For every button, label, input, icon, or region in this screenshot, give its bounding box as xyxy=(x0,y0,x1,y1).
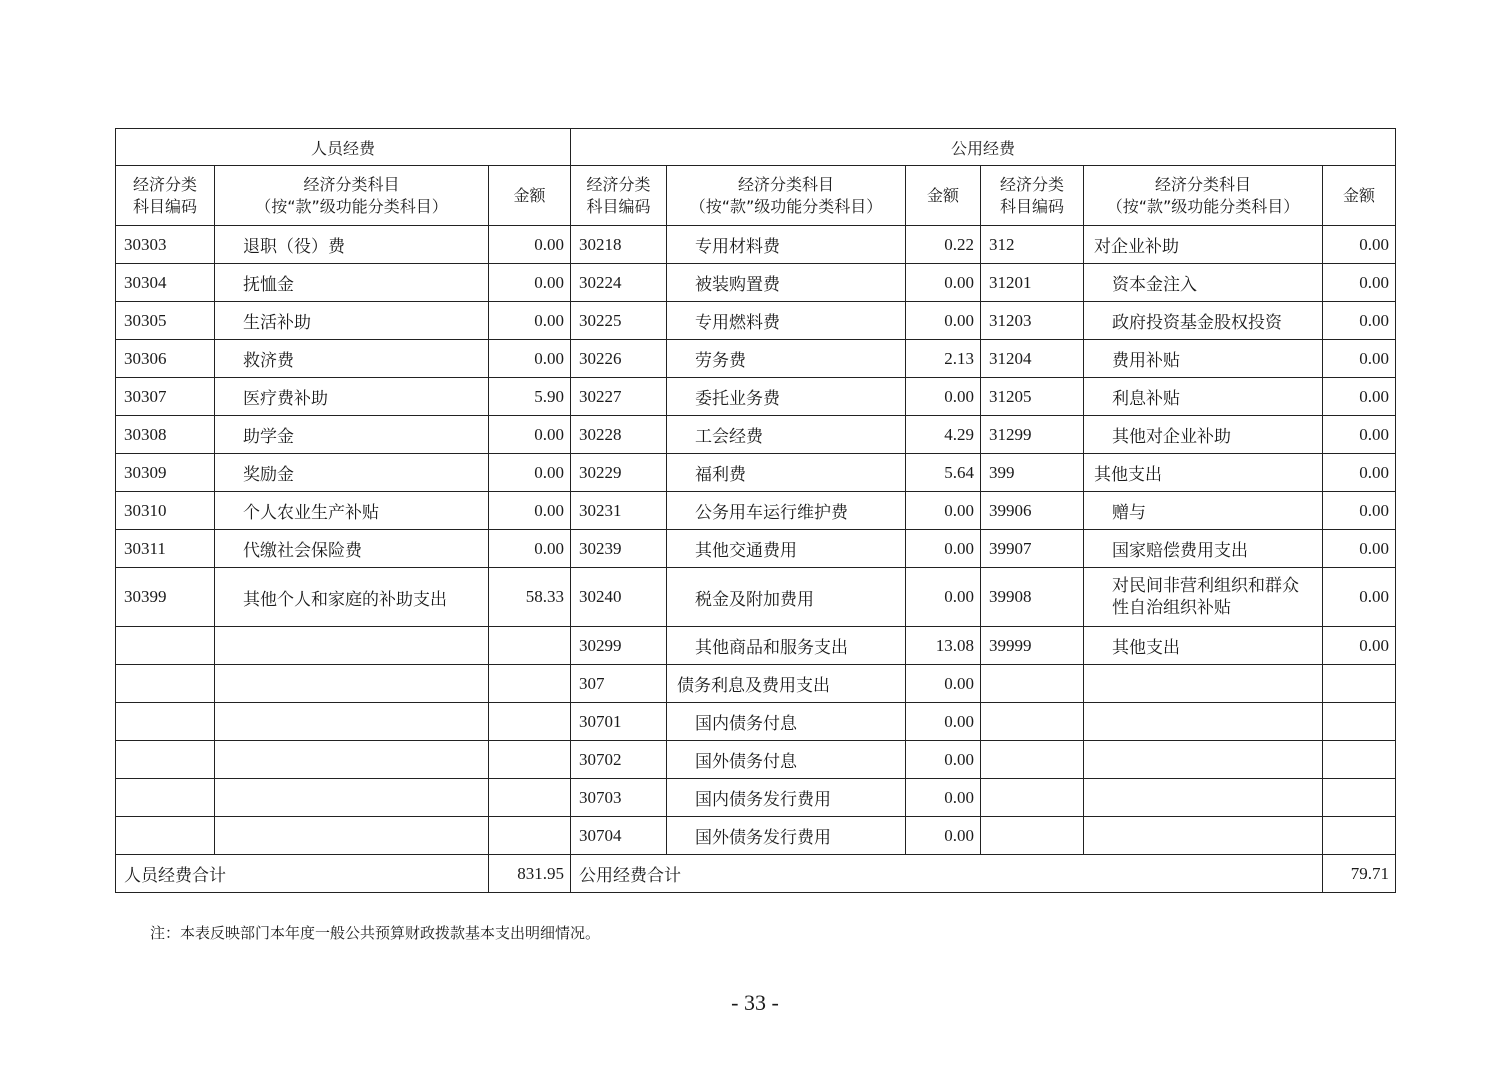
personnel-name: 救济费 xyxy=(215,340,489,378)
table-row xyxy=(116,627,1396,665)
table-row xyxy=(116,530,1396,568)
personnel-name: 退职（役）费 xyxy=(215,226,489,264)
public-a-name: 委托业务费 xyxy=(667,378,906,416)
public-a-code: 30226 xyxy=(571,340,667,378)
personnel-code: 30307 xyxy=(116,378,215,416)
personnel-code: 30308 xyxy=(116,416,215,454)
public-a-name: 其他交通费用 xyxy=(667,530,906,568)
empty-cell xyxy=(116,665,215,703)
table-row xyxy=(116,302,1396,340)
public-a-name: 被装购置费 xyxy=(667,264,906,302)
empty-cell xyxy=(489,627,571,665)
personnel-name: 个人农业生产补贴 xyxy=(215,492,489,530)
empty-cell xyxy=(489,665,571,703)
public-a-name: 国外债务付息 xyxy=(667,741,906,779)
empty-cell xyxy=(1084,665,1323,703)
public-a-name: 税金及附加费用 xyxy=(667,568,906,627)
public-a-code: 30225 xyxy=(571,302,667,340)
public-a-amount: 0.00 xyxy=(906,817,981,855)
public-a-name: 国内债务发行费用 xyxy=(667,779,906,817)
public-b-amount: 0.00 xyxy=(1323,264,1396,302)
public-a-code: 30701 xyxy=(571,703,667,741)
public-a-amount: 0.00 xyxy=(906,703,981,741)
empty-cell xyxy=(1323,779,1396,817)
personnel-amount: 0.00 xyxy=(489,416,571,454)
personnel-amount: 0.00 xyxy=(489,302,571,340)
public-a-code: 30702 xyxy=(571,741,667,779)
table-row xyxy=(116,703,1396,741)
public-a-code: 30240 xyxy=(571,568,667,627)
personnel-code: 30311 xyxy=(116,530,215,568)
public-b-amount: 0.00 xyxy=(1323,492,1396,530)
empty-cell xyxy=(1084,817,1323,855)
table-row xyxy=(116,568,1396,627)
public-a-amount: 4.29 xyxy=(906,416,981,454)
public-b-code: 31205 xyxy=(981,378,1084,416)
empty-cell xyxy=(489,741,571,779)
personnel-name: 抚恤金 xyxy=(215,264,489,302)
empty-cell xyxy=(215,779,489,817)
header-code: 经济分类 科目编码 xyxy=(981,166,1084,226)
empty-cell xyxy=(215,627,489,665)
public-a-name: 劳务费 xyxy=(667,340,906,378)
expenditure-detail-table xyxy=(115,128,1396,893)
empty-cell xyxy=(116,817,215,855)
section-personnel: 人员经费 xyxy=(116,129,571,166)
public-a-code: 30218 xyxy=(571,226,667,264)
table-row xyxy=(116,226,1396,264)
public-a-code: 30231 xyxy=(571,492,667,530)
table-row xyxy=(116,741,1396,779)
empty-cell xyxy=(981,817,1084,855)
public-b-amount: 0.00 xyxy=(1323,416,1396,454)
personnel-total-amount: 831.95 xyxy=(489,855,571,893)
public-b-amount: 0.00 xyxy=(1323,568,1396,627)
public-a-name: 国外债务发行费用 xyxy=(667,817,906,855)
empty-cell xyxy=(1323,665,1396,703)
personnel-amount: 58.33 xyxy=(489,568,571,627)
table-row xyxy=(116,416,1396,454)
table-row xyxy=(116,378,1396,416)
header-amount: 金额 xyxy=(1323,166,1396,226)
public-a-amount: 0.00 xyxy=(906,741,981,779)
public-b-name: 其他对企业补助 xyxy=(1084,416,1323,454)
public-b-name: 对民间非营利组织和群众性自治组织补贴 xyxy=(1084,568,1323,627)
empty-cell xyxy=(116,779,215,817)
empty-cell xyxy=(215,817,489,855)
public-b-amount: 0.00 xyxy=(1323,627,1396,665)
header-name: 经济分类科目 （按“款”级功能分类科目） xyxy=(667,166,906,226)
public-a-name: 工会经费 xyxy=(667,416,906,454)
public-b-amount: 0.00 xyxy=(1323,302,1396,340)
header-code: 经济分类 科目编码 xyxy=(571,166,667,226)
public-a-amount: 5.64 xyxy=(906,454,981,492)
personnel-code: 30310 xyxy=(116,492,215,530)
empty-cell xyxy=(981,779,1084,817)
header-amount: 金额 xyxy=(489,166,571,226)
public-a-amount: 0.00 xyxy=(906,264,981,302)
public-a-name: 国内债务付息 xyxy=(667,703,906,741)
public-b-amount: 0.00 xyxy=(1323,340,1396,378)
public-a-amount: 0.00 xyxy=(906,378,981,416)
personnel-amount: 0.00 xyxy=(489,530,571,568)
public-b-name: 利息补贴 xyxy=(1084,378,1323,416)
public-a-amount: 0.00 xyxy=(906,568,981,627)
empty-cell xyxy=(215,665,489,703)
public-a-name: 债务利息及费用支出 xyxy=(667,665,906,703)
public-b-code: 39907 xyxy=(981,530,1084,568)
totals-row xyxy=(116,855,1396,893)
table-note: 注：本表反映部门本年度一般公共预算财政拨款基本支出明细情况。 xyxy=(150,924,601,942)
public-a-amount: 0.00 xyxy=(906,530,981,568)
personnel-code: 30304 xyxy=(116,264,215,302)
public-a-amount: 0.22 xyxy=(906,226,981,264)
empty-cell xyxy=(1084,703,1323,741)
empty-cell xyxy=(1084,741,1323,779)
empty-cell xyxy=(1084,779,1323,817)
empty-cell xyxy=(215,703,489,741)
public-b-name: 国家赔偿费用支出 xyxy=(1084,530,1323,568)
public-a-code: 30703 xyxy=(571,779,667,817)
header-amount: 金额 xyxy=(906,166,981,226)
public-a-name: 公务用车运行维护费 xyxy=(667,492,906,530)
header-name: 经济分类科目 （按“款”级功能分类科目） xyxy=(215,166,489,226)
empty-cell xyxy=(215,741,489,779)
empty-cell xyxy=(981,665,1084,703)
public-b-code: 39908 xyxy=(981,568,1084,627)
public-b-name: 其他支出 xyxy=(1084,627,1323,665)
public-a-amount: 0.00 xyxy=(906,302,981,340)
personnel-name: 助学金 xyxy=(215,416,489,454)
public-b-amount: 0.00 xyxy=(1323,530,1396,568)
public-a-name: 专用燃料费 xyxy=(667,302,906,340)
empty-cell xyxy=(1323,703,1396,741)
public-b-amount: 0.00 xyxy=(1323,454,1396,492)
public-b-code: 39906 xyxy=(981,492,1084,530)
public-b-name: 政府投资基金股权投资 xyxy=(1084,302,1323,340)
personnel-amount: 0.00 xyxy=(489,492,571,530)
personnel-code: 30305 xyxy=(116,302,215,340)
public-b-name: 其他支出 xyxy=(1084,454,1323,492)
personnel-code: 30303 xyxy=(116,226,215,264)
public-a-amount: 0.00 xyxy=(906,492,981,530)
public-a-code: 30229 xyxy=(571,454,667,492)
personnel-amount: 0.00 xyxy=(489,454,571,492)
public-b-code: 39999 xyxy=(981,627,1084,665)
personnel-code: 30306 xyxy=(116,340,215,378)
table-row xyxy=(116,454,1396,492)
public-b-name: 费用补贴 xyxy=(1084,340,1323,378)
public-a-amount: 2.13 xyxy=(906,340,981,378)
public-b-code: 31203 xyxy=(981,302,1084,340)
table-row xyxy=(116,665,1396,703)
empty-cell xyxy=(981,703,1084,741)
table-row xyxy=(116,492,1396,530)
personnel-name: 医疗费补助 xyxy=(215,378,489,416)
public-a-code: 307 xyxy=(571,665,667,703)
public-a-code: 30227 xyxy=(571,378,667,416)
personnel-name: 其他个人和家庭的补助支出 xyxy=(215,568,489,627)
empty-cell xyxy=(116,741,215,779)
public-a-amount: 13.08 xyxy=(906,627,981,665)
public-b-code: 399 xyxy=(981,454,1084,492)
empty-cell xyxy=(1323,817,1396,855)
personnel-name: 生活补助 xyxy=(215,302,489,340)
public-a-name: 福利费 xyxy=(667,454,906,492)
public-total-amount: 79.71 xyxy=(1323,855,1396,893)
public-b-name: 赠与 xyxy=(1084,492,1323,530)
personnel-total-label: 人员经费合计 xyxy=(116,855,489,893)
table-row xyxy=(116,264,1396,302)
public-a-code: 30224 xyxy=(571,264,667,302)
public-a-amount: 0.00 xyxy=(906,665,981,703)
empty-cell xyxy=(1323,741,1396,779)
public-b-amount: 0.00 xyxy=(1323,226,1396,264)
table-row xyxy=(116,817,1396,855)
section-public: 公用经费 xyxy=(571,129,1396,166)
public-b-code: 312 xyxy=(981,226,1084,264)
public-b-name: 资本金注入 xyxy=(1084,264,1323,302)
empty-cell xyxy=(116,627,215,665)
public-b-code: 31204 xyxy=(981,340,1084,378)
public-a-name: 专用材料费 xyxy=(667,226,906,264)
personnel-name: 代缴社会保险费 xyxy=(215,530,489,568)
personnel-amount: 0.00 xyxy=(489,264,571,302)
public-total-label: 公用经费合计 xyxy=(571,855,1323,893)
table-row xyxy=(116,340,1396,378)
empty-cell xyxy=(489,703,571,741)
empty-cell xyxy=(489,817,571,855)
public-b-amount: 0.00 xyxy=(1323,378,1396,416)
personnel-amount: 0.00 xyxy=(489,226,571,264)
public-a-code: 30299 xyxy=(571,627,667,665)
public-a-code: 30228 xyxy=(571,416,667,454)
table-row xyxy=(116,779,1396,817)
public-a-code: 30239 xyxy=(571,530,667,568)
personnel-amount: 0.00 xyxy=(489,340,571,378)
empty-cell xyxy=(981,741,1084,779)
header-code: 经济分类 科目编码 xyxy=(116,166,215,226)
personnel-name: 奖励金 xyxy=(215,454,489,492)
public-a-name: 其他商品和服务支出 xyxy=(667,627,906,665)
personnel-code: 30309 xyxy=(116,454,215,492)
public-a-code: 30704 xyxy=(571,817,667,855)
public-b-code: 31201 xyxy=(981,264,1084,302)
personnel-code: 30399 xyxy=(116,568,215,627)
personnel-amount: 5.90 xyxy=(489,378,571,416)
public-b-name: 对企业补助 xyxy=(1084,226,1323,264)
header-name: 经济分类科目 （按“款”级功能分类科目） xyxy=(1084,166,1323,226)
public-a-amount: 0.00 xyxy=(906,779,981,817)
empty-cell xyxy=(116,703,215,741)
empty-cell xyxy=(489,779,571,817)
page-number: - 33 - xyxy=(731,990,779,1015)
public-b-code: 31299 xyxy=(981,416,1084,454)
